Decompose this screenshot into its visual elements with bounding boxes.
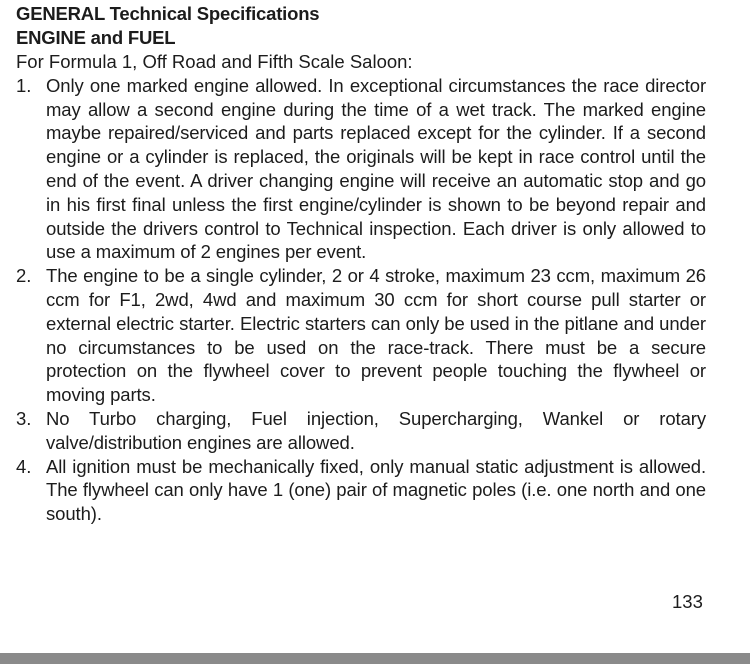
list-item <box>16 455 706 526</box>
list-item <box>16 407 706 455</box>
list-item <box>16 74 706 264</box>
intro-text: For Formula 1, Off Road and Fifth Scale Saloon: <box>16 51 413 72</box>
list-item <box>16 264 706 407</box>
list-item-number: 3. <box>16 407 32 429</box>
document-page <box>16 2 706 526</box>
list-item-text: All ignition must be mechanically fixed, only manual static adjustment is allowed. The flywheel can only have 1 (one) pair of magnetic poles (i.e. one north and one south). <box>46 455 706 525</box>
bottom-toolbar <box>0 653 750 664</box>
section-title: GENERAL Technical Specifications <box>16 3 320 24</box>
specification-list <box>16 74 706 526</box>
section-subtitle: ENGINE and FUEL <box>16 27 176 48</box>
list-item-text: The engine to be a single cylinder, 2 or 4 stroke, maximum 23 ccm, maximum 26 ccm for F1, 2wd, 4wd and maximum 30 ccm for short course pull starter or external electric starter. Electric starters can only be used in the pitlane and under no circumstances to be used on the race-track. There must be a secure protection on the flywheel cover to prevent people touching the flywheel or moving parts. <box>46 265 706 406</box>
list-item-number: 1. <box>16 74 32 96</box>
list-item-number: 4. <box>16 455 32 477</box>
list-item-text: Only one marked engine allowed. In exceptional circumstances the race director may allow a second engine during the time of a wet track. The marked engine maybe repaired/serviced and parts replaced except for the cylinder. If a second engine or a cylinder is replaced, the originals will be kept in race control until the end of the event. A driver changing engine will receive an automatic stop and go in his first final unless the first engine/cylinder is shown to be beyond repair and outside the drivers control to Technical inspection. Each driver is only allowed to use a maximum of 2 engines per event. <box>46 74 706 263</box>
page-number: 133 <box>672 591 703 612</box>
list-item-text: No Turbo charging, Fuel injection, Supercharging, Wankel or rotary valve/distribution engines are allowed. <box>46 407 706 453</box>
list-item-number: 2. <box>16 265 32 287</box>
